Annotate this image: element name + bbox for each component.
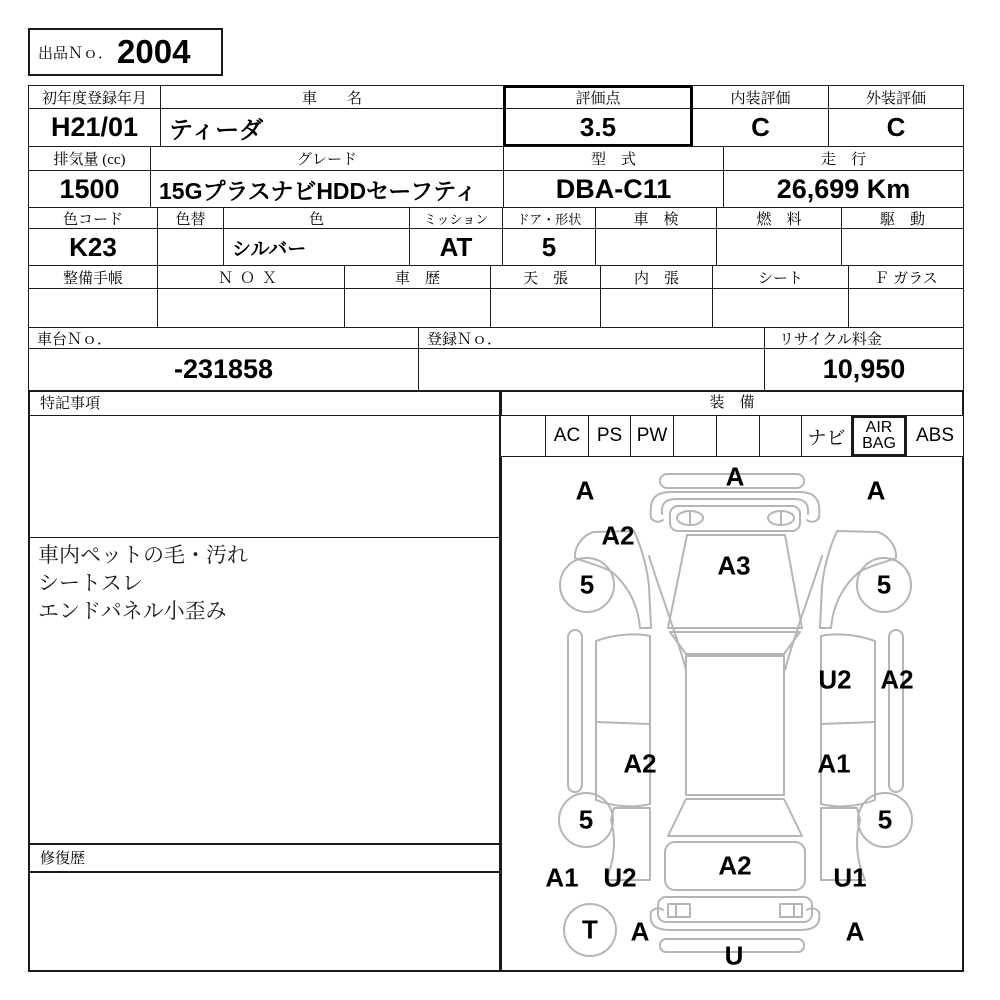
mileage-label: 走 行 — [724, 147, 963, 171]
equipment-label: 装 備 — [709, 395, 755, 411]
first-registration-value: H21/01 — [50, 112, 139, 142]
damage-marker: A2 — [880, 664, 914, 695]
inspection-value — [596, 229, 716, 265]
rear-panel — [658, 897, 812, 922]
damage-marker: A2 — [718, 850, 752, 881]
doors-label: ドア・形状 — [503, 208, 595, 229]
auction-no-box — [28, 28, 223, 76]
damage-marker: A2 — [623, 748, 657, 779]
service-book-value — [29, 289, 157, 327]
note-line: シートスレ — [38, 572, 143, 595]
damage-marker: U2 — [818, 664, 852, 695]
left-rocker-panel — [568, 630, 582, 792]
note-line: エンドパネル小歪み — [38, 600, 227, 623]
cell-front-glass — [848, 265, 964, 328]
left-doors — [596, 634, 650, 806]
cell-seat — [712, 265, 849, 328]
displacement-value: 1500 — [59, 173, 120, 204]
repair-history-label: 修復歴 — [30, 843, 499, 873]
damage-marker: U1 — [833, 862, 867, 893]
auction-no-value: 2004 — [117, 33, 191, 70]
wheel-marker: 5 — [876, 569, 892, 600]
cell-interior-grade — [692, 85, 829, 147]
equipment-cell-ac: AC — [545, 415, 589, 457]
interior-grade-value: C — [751, 112, 770, 142]
recycle-fee-value: 10,950 — [822, 354, 906, 384]
right-taillight-icon — [780, 904, 802, 917]
score-value: 3.5 — [579, 112, 617, 142]
nox-label: ＮＯＸ — [158, 266, 344, 289]
cell-exterior-grade — [828, 85, 964, 147]
wheel-marker: 5 — [578, 804, 594, 835]
cell-color-change — [157, 207, 224, 266]
hood-panel — [668, 535, 802, 628]
interior-trim-label: 内 張 — [601, 266, 712, 289]
nox-value — [158, 289, 344, 327]
recycle-fee-label: リサイクル料金 — [765, 328, 963, 349]
inspection-label: 車 検 — [596, 208, 716, 229]
score-label: 評価点 — [504, 86, 692, 109]
damage-marker: U2 — [603, 862, 637, 893]
grade-value: 15GプラスナビHDDセーフティ — [159, 177, 478, 204]
cell-doors — [502, 207, 596, 266]
service-book-label: 整備手帳 — [29, 266, 157, 289]
first-registration-label: 初年度登録年月 — [29, 86, 160, 109]
equipment-cell-abs: ABS — [906, 415, 964, 457]
damage-marker: A1 — [545, 862, 579, 893]
left-taillight-icon — [668, 904, 690, 917]
right-doors — [821, 634, 875, 806]
history-label: 車 歴 — [345, 266, 490, 289]
cell-color-code — [28, 207, 158, 266]
displacement-label: 排気量 (cc) — [29, 147, 150, 171]
cell-color — [223, 207, 410, 266]
color-change-value — [158, 229, 223, 265]
damage-marker: A1 — [817, 748, 851, 779]
damage-marker: A3 — [717, 550, 751, 581]
transmission-label: ミッション — [410, 208, 502, 229]
seat-label: シート — [713, 266, 848, 289]
seat-value — [713, 289, 848, 327]
color-label: 色 — [224, 208, 409, 229]
cell-nox — [157, 265, 345, 328]
equipment-cell-5 — [716, 415, 760, 457]
car-name-label: 車 名 — [161, 86, 503, 109]
right-rocker-panel — [889, 630, 903, 792]
cell-model-code — [503, 146, 724, 208]
notes-box — [28, 390, 501, 972]
equipment-cell-navi: ナビ — [801, 415, 852, 457]
note-line: 車内ペットの毛・汚れ — [38, 544, 248, 567]
roof-panel — [686, 656, 784, 795]
car-name-value: ティーダ — [169, 117, 264, 144]
cell-recycle-fee — [764, 327, 964, 391]
history-value — [345, 289, 490, 327]
cell-registration-no — [418, 327, 765, 391]
cell-interior-trim — [600, 265, 713, 328]
wheel-marker: 5 — [579, 569, 595, 600]
color-value: シルバー — [232, 238, 307, 260]
interior-grade-label: 内装評価 — [693, 86, 828, 109]
cell-fuel — [716, 207, 842, 266]
model-code-value: DBA-C11 — [555, 173, 672, 204]
drive-value — [842, 229, 963, 265]
registration-no-value — [419, 349, 764, 390]
cell-grade — [150, 146, 504, 208]
color-change-label: 色替 — [158, 208, 223, 229]
cell-mileage — [723, 146, 964, 208]
rear-window — [668, 799, 802, 836]
notes-divider — [29, 537, 500, 538]
interior-trim-value — [601, 289, 712, 327]
cell-score — [503, 85, 693, 147]
damage-marker: A — [866, 475, 886, 506]
damage-marker: U — [724, 940, 744, 971]
notes-text — [38, 542, 248, 626]
notes-label: 特記事項 — [30, 392, 499, 416]
doors-value: 5 — [541, 231, 557, 262]
wheel-marker: 5 — [877, 804, 893, 835]
transmission-value: AT — [439, 231, 473, 262]
front-glass-label: Ｆ ガラス — [849, 266, 963, 289]
chassis-no-label: 車台Ｎｏ． — [29, 328, 418, 349]
equipment-cell-ps: PS — [588, 415, 631, 457]
cell-headliner — [490, 265, 601, 328]
exterior-grade-label: 外装評価 — [829, 86, 963, 109]
equipment-cell-6 — [759, 415, 802, 457]
equipment-cell-4 — [673, 415, 717, 457]
cell-first-registration — [28, 85, 161, 147]
cell-history — [344, 265, 491, 328]
front-glass-value — [849, 289, 963, 327]
cell-chassis-no — [28, 327, 419, 391]
auction-no-label: 出品Ｎｏ． — [38, 45, 114, 62]
spare-tire-marker: T — [582, 914, 598, 945]
damage-marker: A — [725, 461, 745, 492]
equipment-cell-0 — [500, 415, 546, 457]
cell-transmission — [409, 207, 503, 266]
grade-label: グレード — [151, 147, 503, 171]
cell-displacement — [28, 146, 151, 208]
damage-marker: A — [630, 916, 650, 947]
headliner-label: 天 張 — [491, 266, 600, 289]
model-code-label: 型 式 — [504, 147, 723, 171]
cell-drive — [841, 207, 964, 266]
damage-marker: A — [845, 916, 865, 947]
damage-marker: A2 — [601, 520, 635, 551]
cell-car-name — [160, 85, 504, 147]
drive-label: 駆 動 — [842, 208, 963, 229]
headliner-value — [491, 289, 600, 327]
cell-service-book — [28, 265, 158, 328]
fuel-value — [717, 229, 841, 265]
damage-marker: A — [575, 475, 595, 506]
registration-no-label: 登録Ｎｏ． — [419, 328, 764, 349]
color-code-label: 色コード — [29, 208, 157, 229]
equipment-cell-pw: PW — [630, 415, 674, 457]
windshield — [670, 632, 800, 654]
cell-inspection — [595, 207, 717, 266]
chassis-no-value: -231858 — [173, 354, 274, 384]
exterior-grade-value: C — [886, 112, 906, 142]
mileage-value: 26,699 Km — [776, 173, 911, 204]
fuel-label: 燃 料 — [717, 208, 841, 229]
color-code-value: K23 — [69, 231, 117, 262]
equipment-cell-airbag: AIR BAG — [851, 415, 907, 457]
